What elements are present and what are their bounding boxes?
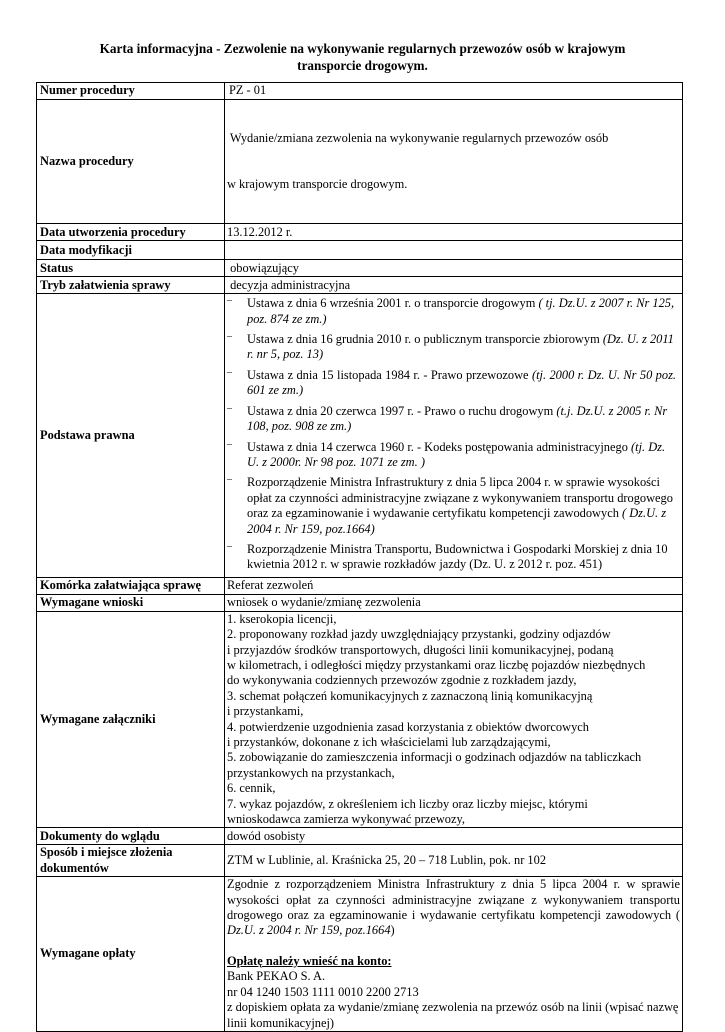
label-data-utworzenia: Data utworzenia procedury: [37, 224, 225, 241]
row-status: [37, 260, 683, 277]
attachment-line: 7. wykaz pojazdów, z określeniem ich liczby oraz liczby miejsc, którymi: [227, 796, 588, 811]
legal-item: – Rozporządzenie Ministra Transportu, Budownictwa i Gospodarki Morskiej z dnia 10 kwietnia 2012 r. w sprawie rozkładów jazdy (Dz. U. z 2012 r. poz. 451): [227, 542, 676, 573]
bank-name: Bank PEKAO S. A.: [227, 969, 326, 984]
row-sposob: [37, 845, 683, 877]
row-numer: [37, 83, 683, 100]
attachment-line: 5. zobowiązanie do zamieszczenia informacji o godzinach odjazdów na tabliczkach: [227, 750, 642, 765]
label-dokumenty: Dokumenty do wglądu: [37, 828, 225, 845]
value-data-modyfikacji: [225, 241, 683, 260]
value-nazwa-l1: Wydanie/zmiana zezwolenia na wykonywanie regularnych przewozów osób: [227, 130, 609, 145]
title-line-2: transporcie drogowym.: [297, 58, 428, 73]
row-podstawa: [37, 294, 683, 578]
attachment-line: 4. potwierdzenie uzgodnienia zasad korzystania z obiektów dworcowych: [227, 719, 589, 734]
value-komorka: Referat zezwoleń: [225, 577, 683, 594]
attachment-line: w kilometrach, i odległości między przystankami oraz liczbę pojazdów niezbędnych: [227, 657, 646, 672]
label-numer: Numer procedury: [37, 83, 225, 100]
value-zalaczniki: [225, 611, 683, 828]
attachment-line: i przyjazdów środków transportowych, długości linii komunikacyjnej, podaną: [227, 642, 614, 657]
legal-item: – Ustawa z dnia 15 listopada 1984 r. - Prawo przewozowe (tj. 2000 r. Dz. U. Nr 50 poz. 601 ze zm.): [227, 368, 676, 399]
attachment-line: do wykonywania codziennych przewozów zgodnie z rozkładem jazdy,: [227, 673, 577, 688]
account-heading: Opłatę należy wnieść na konto:: [227, 953, 392, 968]
row-komorka: [37, 577, 683, 594]
label-wnioski: Wymagane wnioski: [37, 594, 225, 611]
label-sposob: Sposób i miejsce złożenia dokumentów: [37, 845, 225, 877]
row-dokumenty: [37, 828, 683, 845]
fees-paragraph: Zgodnie z rozporządzeniem Ministra Infrastruktury z dnia 5 lipca 2004 r. w sprawie wysokości opłat za czynności administracyjne związane z wykonywaniem transportu drogowego oraz za egzaminowanie i wydawanie certyfikatu kompetencji zawodowych ( Dz.U. z 2004 r. Nr 159, poz.1664): [227, 877, 680, 938]
value-dokumenty: dowód osobisty: [225, 828, 683, 845]
account-number: nr 04 1240 1503 1111 0010 2200 2713: [227, 984, 419, 999]
legal-item: – Ustawa z dnia 20 czerwca 1997 r. - Prawo o ruchu drogowym (t.j. Dz.U. z 2005 r. Nr 108, poz. 908 ze zm.): [227, 404, 676, 435]
row-tryb: [37, 277, 683, 294]
row-data-utworzenia: [37, 224, 683, 241]
value-sposob: ZTM w Lublinie, al. Kraśnicka 25, 20 – 718 Lublin, pok. nr 102: [225, 845, 683, 877]
value-nazwa: [225, 100, 683, 224]
payment-note: z dopiskiem opłata za wydanie/zmianę zezwolenia na przewóz osób na linii (wpisać nazwę linii komunikacyjnej): [227, 1000, 679, 1030]
value-numer: PZ - 01: [225, 83, 683, 100]
value-wnioski: wniosek o wydanie/zmianę zezwolenia: [225, 594, 683, 611]
row-data-modyfikacji: [37, 241, 683, 260]
title-line-1: Karta informacyjna - Zezwolenie na wykonywanie regularnych przewozów osób w krajowym: [99, 41, 626, 56]
value-tryb: decyzja administracyjna: [225, 277, 683, 294]
page-title: [0, 40, 725, 74]
legal-item: – Ustawa z dnia 16 grudnia 2010 r. o publicznym transporcie zbiorowym (Dz. U. z 2011 r. nr 5, poz. 13): [227, 332, 676, 363]
attachment-line: 6. cennik,: [227, 781, 276, 796]
value-podstawa: [225, 294, 683, 578]
row-oplaty: [37, 877, 683, 1032]
label-zalaczniki: Wymagane załączniki: [37, 611, 225, 828]
value-data-utworzenia: 13.12.2012 r.: [225, 224, 683, 241]
row-zalaczniki: [37, 611, 683, 828]
label-nazwa: Nazwa procedury: [37, 100, 225, 224]
row-wnioski: [37, 594, 683, 611]
label-data-modyfikacji: Data modyfikacji: [37, 241, 225, 260]
label-komorka: Komórka załatwiająca sprawę: [37, 577, 225, 594]
attachment-line: i przystankami,: [227, 704, 304, 719]
value-status: obowiązujący: [225, 260, 683, 277]
attachment-line: 2. proponowany rozkład jazdy uwzględniający przystanki, godziny odjazdów: [227, 627, 611, 642]
label-status: Status: [37, 260, 225, 277]
value-oplaty: [225, 877, 683, 1032]
label-tryb: Tryb załatwienia sprawy: [37, 277, 225, 294]
value-nazwa-l2: w krajowym transporcie drogowym.: [227, 177, 408, 192]
attachment-line: 3. schemat połączeń komunikacyjnych z zaznaczoną linią komunikacyjną: [227, 688, 593, 703]
legal-basis-list: [227, 294, 680, 577]
procedure-table: [36, 82, 683, 1032]
legal-item: – Rozporządzenie Ministra Infrastruktury z dnia 5 lipca 2004 r. w sprawie wysokości opłat za czynności administracyjne związane z wykonywaniem transportu drogowego oraz za egzaminowanie i wydawanie certyfikatu kompetencji zawodowych ( Dz.U. z 2004 r. Nr 159, poz.1664): [227, 475, 676, 537]
attachment-line: i przystanków, dokonane z ich właścicielami lub zarządzającymi,: [227, 735, 551, 749]
legal-item: – Ustawa z dnia 14 czerwca 1960 r. - Kodeks postępowania administracyjnego (tj. Dz. U. z 2000r. Nr 98 poz. 1071 ze zm. ): [227, 440, 676, 471]
label-podstawa: Podstawa prawna: [37, 294, 225, 578]
attachment-line: przystankowych na przystankach,: [227, 765, 395, 780]
legal-item: – Ustawa z dnia 6 września 2001 r. o transporcie drogowym ( tj. Dz.U. z 2007 r. Nr 125, poz. 874 ze zm.): [227, 296, 676, 327]
attachment-line: wnioskodawca zamierza wykonywać przewozy,: [227, 812, 465, 827]
attachment-line: 1. kserokopia licencji,: [227, 611, 337, 626]
row-nazwa: [37, 100, 683, 224]
label-oplaty: Wymagane opłaty: [37, 877, 225, 1032]
